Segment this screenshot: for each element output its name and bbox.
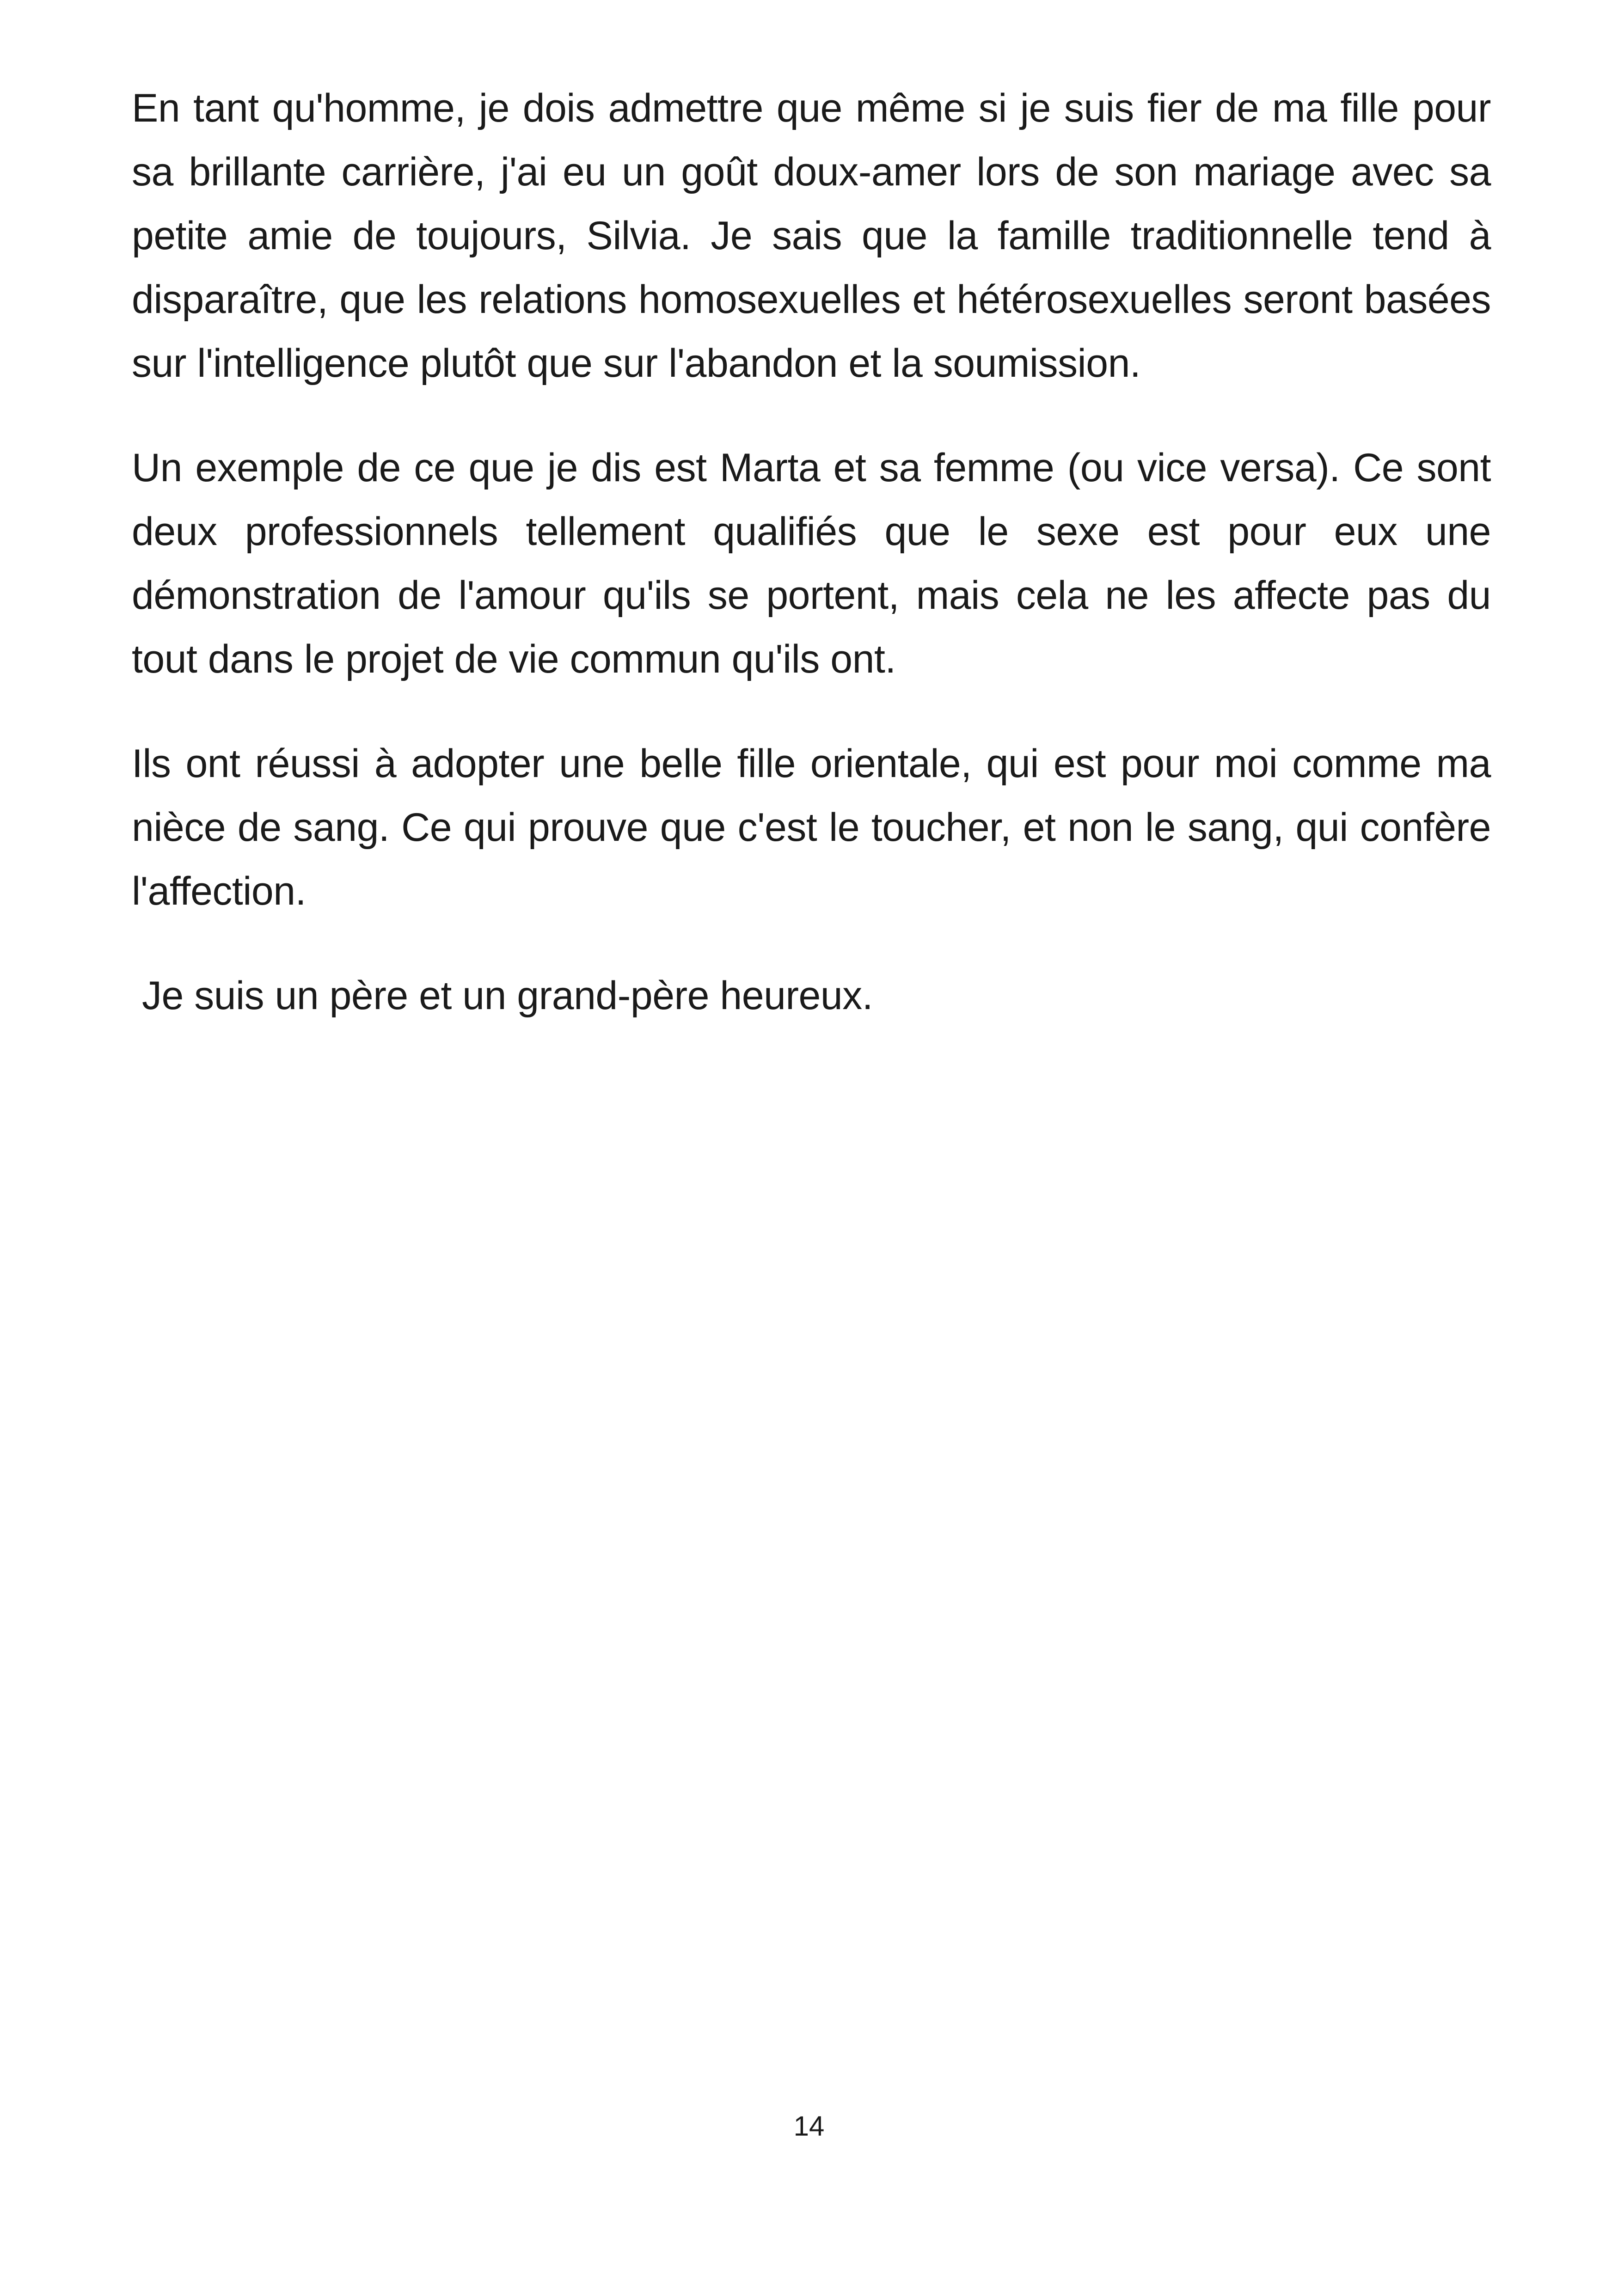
page-number: 14: [793, 2111, 825, 2142]
paragraph-2: Un exemple de ce que je dis est Marta et sa femme (ou vice versa). Ce sont deux professionnels tellement qualifiés que le sexe est pour eux une démonstration de l'amour qu'ils se portent, mais cela ne les affecte pas du tout dans le projet de vie commun qu'ils ont.: [132, 446, 1491, 681]
paragraph-3: Ils ont réussi à adopter une belle fille orientale, qui est pour moi comme ma nièce de sang. Ce qui prouve que c'est le toucher, et non le sang, qui confère l'affection.: [132, 741, 1491, 913]
body-text: [132, 76, 1491, 1068]
paragraph-1: En tant qu'homme, je dois admettre que même si je suis fier de ma fille pour sa brillante carrière, j'ai eu un goût doux-amer lors de son mariage avec sa petite amie de toujours, Silvia. Je sais que la famille traditionnelle tend à disparaître, que les relations homosexuelles et hétérosexuelles seront basées sur l'intelligence plutôt que sur l'abandon et la soumission.: [132, 86, 1491, 386]
paragraph-4: Je suis un père et un grand-père heureux.: [142, 974, 873, 1018]
